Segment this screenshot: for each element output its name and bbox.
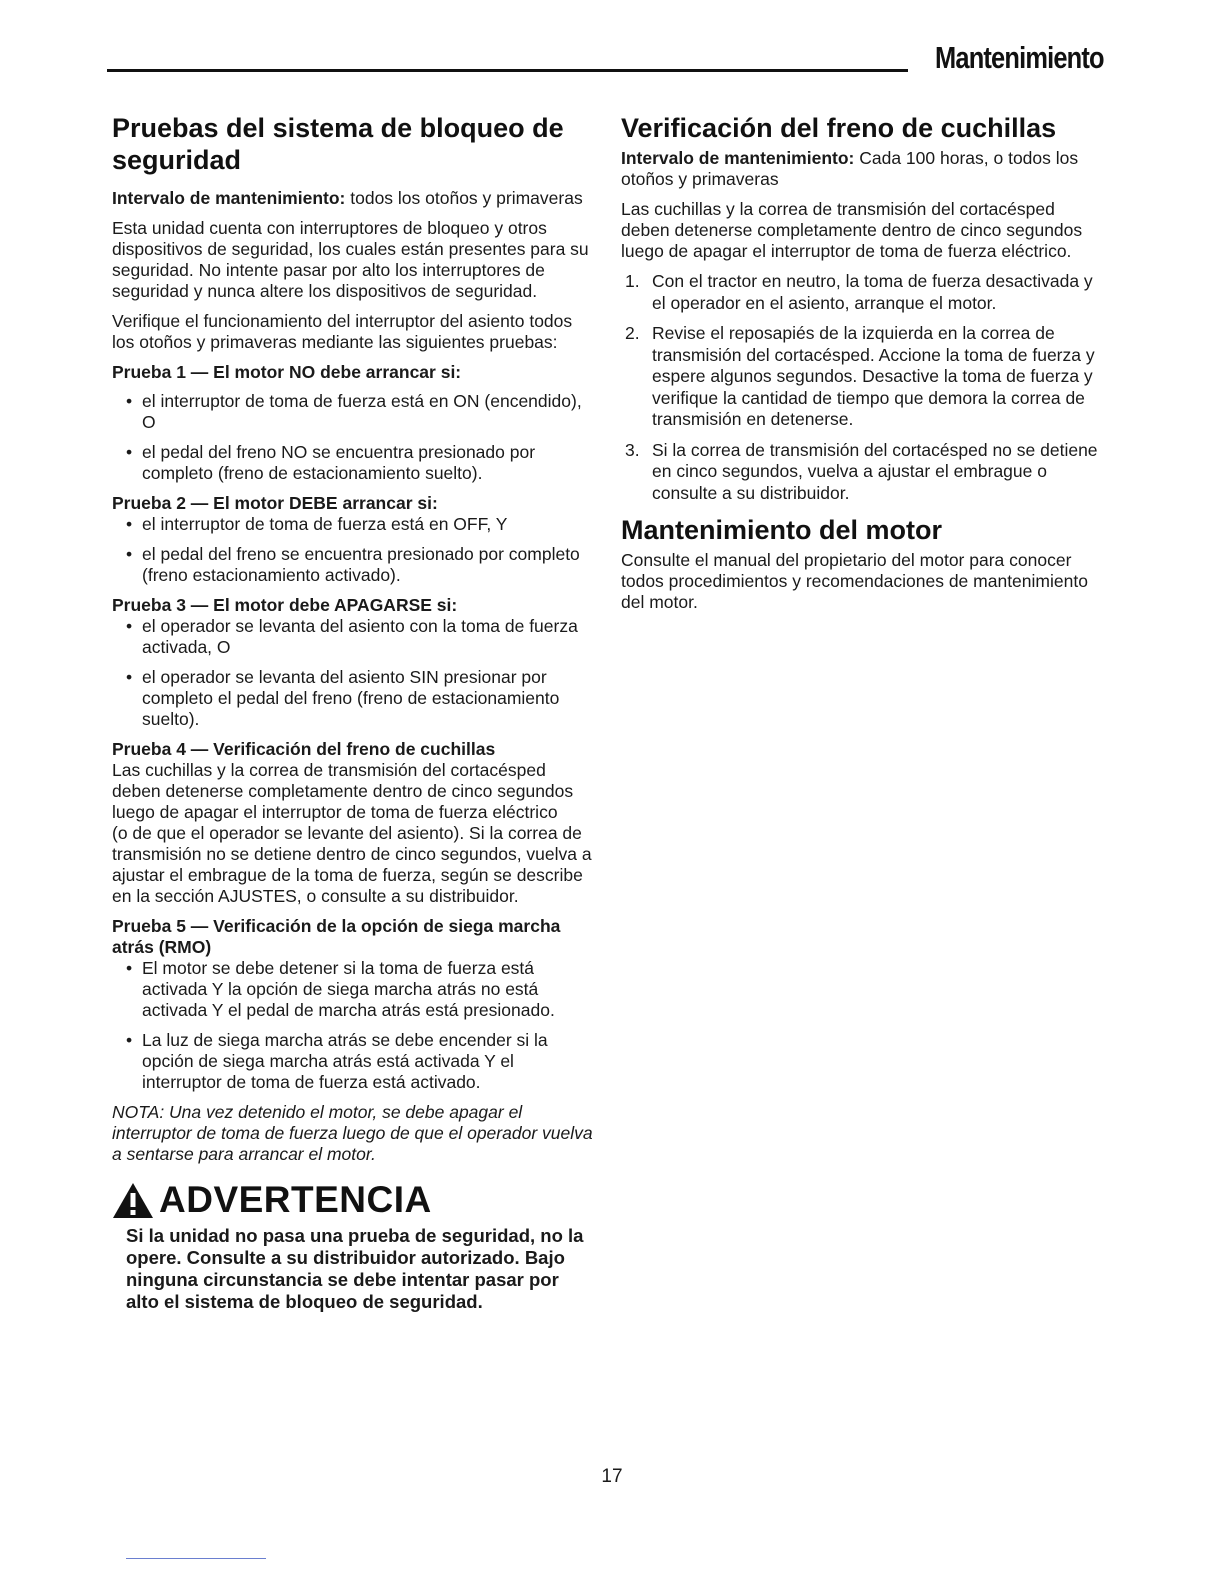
list-item xyxy=(621,271,1107,314)
blade-brake-steps xyxy=(621,271,1107,504)
step-text: Si la correa de transmisión del cortacésped no se detiene en cinco segundos, vuelva a ajustar el embrague o consulte a su distribuidor. xyxy=(652,439,1098,503)
left-interval xyxy=(112,188,596,209)
section-title: Mantenimiento xyxy=(935,40,1104,75)
step-text: Revise el reposapiés de la izquierda en la correa de transmisión del cortacésped. Accione la toma de fuerza y espere algunos segundos. Desactive la toma de fuerza y verifique la cantidad de tiempo que demora la correa de transmisión en detenerse. xyxy=(652,323,1095,429)
step-number: 1. xyxy=(625,271,640,291)
blade-brake-heading: Verificación del freno de cuchillas xyxy=(621,113,1057,143)
list-item: • el operador se levanta del asiento con la toma de fuerza activada, O xyxy=(112,616,596,658)
test5-title: Prueba 5 — Verificación de la opción de siega marcha atrás (RMO) xyxy=(112,916,561,957)
warning-triangle-icon xyxy=(112,1182,154,1219)
test1-list xyxy=(112,391,596,484)
right-column xyxy=(621,112,1107,622)
test2-list xyxy=(112,514,596,586)
test4-text-b: (o de que el operador se levante del asiento). Si la correa de transmisión no se detiene dentro de cinco segundos, vuelva a ajustar el embrague de la toma de fuerza, según se describe en la sección AJUSTES, o consulte a su distribuidor. xyxy=(112,823,592,906)
test1-title: Prueba 1 — El motor NO debe arrancar si: xyxy=(112,362,462,382)
engine-maintenance-text: Consulte el manual del propietario del motor para conocer todos procedimientos y recomendaciones de mantenimiento del motor. xyxy=(621,550,1088,612)
warning-text: Si la unidad no pasa una prueba de seguridad, no la opere. Consulte a su distribuidor autorizado. Bajo ninguna circunstancia se debe intentar pasar por alto el sistema de bloqueo de seguridad. xyxy=(126,1225,584,1312)
interval-value: Cada 100 horas, o todos los otoños y primaveras xyxy=(621,148,1079,189)
list-item: • La luz de siega marcha atrás se debe encender si la opción de siega marcha atrás está activada Y el interruptor de toma de fuerza está activado. xyxy=(112,1030,596,1093)
list-item: • el interruptor de toma de fuerza está en ON (encendido), O xyxy=(112,391,596,433)
test3-list xyxy=(112,616,596,730)
intro-paragraph-1: Esta unidad cuenta con interruptores de bloqueo y otros dispositivos de seguridad, los cuales están presentes para su seguridad. No intente pasar por alto los interruptores de seguridad y nunca altere los dispositivos de seguridad. xyxy=(112,218,589,301)
interval-value: todos los otoños y primaveras xyxy=(345,188,583,208)
list-item: • el interruptor de toma de fuerza está en OFF, Y xyxy=(112,514,596,535)
footer-link-line xyxy=(126,1558,266,1559)
test3-title: Prueba 3 — El motor debe APAGARSE si: xyxy=(112,595,458,615)
test4-text-a: Las cuchillas y la correa de transmisión del cortacésped deben detenerse completamente dentro de cinco segundos luego de apagar el interruptor de toma de fuerza eléctrico xyxy=(112,760,574,822)
list-item: • el pedal del freno NO se encuentra presionado por completo (freno de estacionamiento suelto). xyxy=(112,442,596,484)
warning-header xyxy=(112,1179,596,1221)
step-number: 2. xyxy=(625,323,640,343)
intro-paragraph-2: Verifique el funcionamiento del interruptor del asiento todos los otoños y primaveras mediante las siguientes pruebas: xyxy=(112,311,573,352)
step-number: 3. xyxy=(625,439,640,460)
list-item xyxy=(621,323,1107,431)
engine-maintenance-heading: Mantenimiento del motor xyxy=(621,515,943,545)
safety-interlock-heading: Pruebas del sistema de bloqueo de seguridad xyxy=(112,113,564,175)
warning-title: ADVERTENCIA xyxy=(159,1179,432,1220)
step-text: Con el tractor en neutro, la toma de fuerza desactivada y el operador en el asiento, arranque el motor. xyxy=(652,271,1093,313)
test4-title: Prueba 4 — Verificación del freno de cuchillas xyxy=(112,739,496,759)
right-interval xyxy=(621,148,1107,190)
left-column xyxy=(112,112,596,1313)
list-item: • El motor se debe detener si la toma de fuerza está activada Y la opción de siega marcha atrás no está activada Y el pedal de marcha atrás está presionado. xyxy=(112,958,596,1021)
note: NOTA: Una vez detenido el motor, se debe apagar el interruptor de toma de fuerza luego de que el operador vuelva a sentarse para arrancar el motor. xyxy=(112,1102,593,1164)
interval-label: Intervalo de mantenimiento: xyxy=(112,188,346,208)
list-item: • el pedal del freno se encuentra presionado por completo (freno estacionamiento activado). xyxy=(112,544,596,586)
test5-list xyxy=(112,958,596,1093)
list-item: • el operador se levanta del asiento SIN presionar por completo el pedal del freno (freno de estacionamiento suelto). xyxy=(112,667,596,730)
header-rule xyxy=(107,69,908,72)
page-number: 17 xyxy=(601,1466,623,1487)
test2-title: Prueba 2 — El motor DEBE arrancar si: xyxy=(112,493,438,513)
interval-label: Intervalo de mantenimiento: xyxy=(621,148,855,168)
list-item xyxy=(621,440,1107,505)
blade-brake-intro: Las cuchillas y la correa de transmisión del cortacésped deben detenerse completamente dentro de cinco segundos luego de apagar el interruptor de toma de fuerza eléctrico. xyxy=(621,199,1083,261)
